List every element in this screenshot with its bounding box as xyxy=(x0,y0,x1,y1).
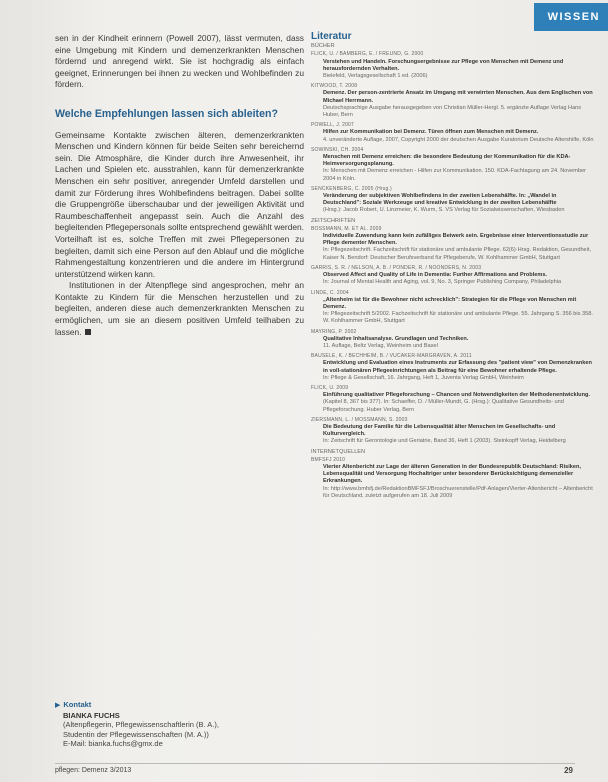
ref-author: BMFSFJ 2010 xyxy=(311,456,346,463)
ref-publisher: (Hrsg.): Jacob Robert, U. Linzmeier, K. Wurm, S. VS Verlag für Sozialwissenschaften, Wiesbaden xyxy=(323,207,565,214)
ref-publisher: (Kapitel 8, 367 bis 377). In: Schaeffer, D. / Müller-Mundt, G. (Hrsg.): Qualitative Gesundheits- und Pflegeforschung. Huber Verlag, Bern xyxy=(323,399,564,413)
ref-title: Qualitative Inhaltsanalyse. Grundlagen und Techniken. xyxy=(323,335,469,342)
ref-author: GARRIS, S. R. / NELSON, A. B. / PONDER, R. / NOONDERS, N. 2003 xyxy=(311,264,482,271)
reference-item xyxy=(311,226,594,262)
page-footer xyxy=(55,763,575,776)
intro-paragraph: sen in der Kindheit erinnern (Powell 2007), lässt vermuten, dass eine Umgebung mit Kindern und demenzerkrankten Menschen fördernd und anregend wirkt. Sie ist hochgradig als einfach geeignet, Erinnerungen bei ihnen zu wecken und Wohlbefinden zu fördern. xyxy=(55,33,304,90)
ref-title: Verstehen und Handeln. Forschungsergebnisse zur Pflege von Menschen mit Demenz und herausfordernden Verhalten. xyxy=(323,58,564,72)
reference-item xyxy=(311,290,594,326)
body-paragraph-1: Gemeinsame Kontakte zwischen älteren, demenzerkrankten Menschen und Kindern können für beide Seiten sehr bereichernd sein. Die Atmosphäre, die Kinder durch ihre Anwesenheit, ihr Lachen und Spielen etc. ausstrahlen, kann für demenzerkrankte Menschen ein sehr positiver, anregender Umfeld darstellen und damit zur Förderung ihres Wohlbefindens beitragen. Dabei sollte die Gruppengröße überschaubar und der jeweiligen Aktivität und Raumbeschaffenheit angepasst sein. Auch die Anzahl des begleitenden Pflegepersonals sollte entsprechend gewählt werden. Vorteilhaft ist es, solche Treffen mit zwei Pflegepersonen zu begleiten, damit sich eine Person auf den Ablauf und die mögliche Rahmengestaltung konzentrieren und die andere im Hintergrund unterstützend wirken kann. xyxy=(55,129,304,279)
section-tag: WISSEN xyxy=(534,3,608,31)
journal-name: pflegen: Demenz 3/2013 xyxy=(55,767,132,774)
journals-label: ZEITSCHRIFTEN xyxy=(311,217,356,224)
contact-role-1: (Altenpflegerin, Pflegewissenschaftlerin (B. A.), xyxy=(63,720,219,730)
ref-publisher: 11. Auflage, Beltz Verlag, Weinheim und Basel xyxy=(323,342,438,349)
ref-title: Demenz. Der person-zentrierte Ansatz im Umgang mit verwirrten Menschen. Aus dem Englischen von Michael Herrmann. xyxy=(323,90,593,104)
ref-author: BOSSMANN, M. ET AL. 2009 xyxy=(311,225,382,232)
ref-title: Einführung qualitativer Pflegeforschung – Chancen und Notwendigkeiten der Methodenentwicklung. xyxy=(323,392,590,399)
reference-item xyxy=(311,186,594,215)
ref-publisher: In: Pflegezeitschrift. Fachzeitschrift für stationäre und ambulante Pflege. 62(6)·Hrsg. Redaktion, Gesundheit, Kaiser N. Bendorf: Deutscher Berufsverband für Pflegeberufe, W. Kohlhammer GmbH, Stuttgart xyxy=(323,247,592,261)
ref-title: Entwicklung und Evaluation eines Instruments zur Erfassung des "patient view" von Demenzkranken in voll-stationären Pflegeeinrichtungen als Beitrag für eine Bewohner erhaltende Pflege. xyxy=(323,360,592,374)
reference-item xyxy=(311,147,594,183)
contact-email[interactable]: E-Mail: bianka.fuchs@gmx.de xyxy=(63,739,163,749)
ref-author: POWELL, J. 2007 xyxy=(311,122,355,129)
books-label: BÜCHER xyxy=(311,43,335,50)
ref-author: SOWINSKI, CH. 2004 xyxy=(311,146,364,153)
ref-author: SENCKENBERG, C. 2005 (Hrsg.) xyxy=(311,185,392,192)
ref-author: FLICK, U. / BAMBERG, E. / FREUND, G. 2000 xyxy=(311,51,424,58)
ref-title: Individuelle Zuwendung kann kein zufälliges Beiwerk sein. Ergebnisse einer Interventionsstudie zur Pflege dementer Menschen. xyxy=(323,233,589,247)
contact-label: Kontakt xyxy=(63,700,92,709)
ref-title: „Altenheim ist für die Bewohner nicht schrecklich": Strategien für die Pflege von Menschen mit Demenz. xyxy=(323,296,577,310)
ref-author: ZIERSMANN, L. / MOSSMANN, S. 2003 xyxy=(311,416,408,423)
ref-author: MAYRING, P. 2002 xyxy=(311,328,357,335)
ref-publisher: In: Pflege & Gesellschaft, 16. Jahrgang, Heft 1, Juventa Verlag GmbH, Weinheim xyxy=(323,374,524,381)
ref-title: Hilfen zur Kommunikation bei Demenz. Türen öffnen zum Menschen mit Demenz. xyxy=(323,129,539,136)
end-mark-icon xyxy=(85,329,91,335)
ref-author: LINDE, C. 2004 xyxy=(311,289,349,296)
reference-item xyxy=(311,51,594,80)
reference-item xyxy=(311,417,594,446)
reference-item xyxy=(311,329,594,351)
ref-author: KITWOOD, T. 2008 xyxy=(311,83,358,90)
internet-label: INTERNETQUELLEN xyxy=(311,448,366,455)
article-column xyxy=(55,33,304,338)
section-heading: Welche Empfehlungen lassen sich ableiten? xyxy=(55,107,278,120)
contact-role-2: Studentin der Pflegewissenschaften (M. A.)) xyxy=(63,729,209,739)
ref-title: Die Bedeutung der Familie für die Lebensqualität älter Menschen im Gesellschafts- und Kulturvergleich. xyxy=(323,423,556,438)
ref-author: BAUSELE, K. / BECHHEIM, B. / VUCAKER-MARGRAVEN, A. 2011 xyxy=(311,353,472,360)
reference-item xyxy=(311,457,594,500)
reference-item xyxy=(311,353,594,382)
ref-publisher: In: Journal of Mental Health and Aging, vol. 9, No. 3, Springer Publishing Company, Philadelphia xyxy=(323,279,562,286)
reference-item xyxy=(311,385,594,414)
body-paragraph-2-text: Institutionen in der Altenpflege sind angesprochen, mehr an Kontakte zu Kindern für die Menschen herzustellen und zu begleiten, anderen diese auch demenzerkrankten Menschen zu ermöglichen, um sie an diesem positiven Umfeld teilhaben zu lassen. xyxy=(55,280,304,337)
ref-publisher: 4. unveränderte Auflage, 2007, Copyright 2000 der deutschen Ausgabe Kuratorium Deutsche Altershilfe, Köln xyxy=(323,136,594,143)
arrow-right-icon: ▶ xyxy=(55,702,61,709)
reference-item xyxy=(311,83,594,119)
page-number: 29 xyxy=(564,766,573,775)
ref-title: Observed Affect and Quality of Life in Dementia: Further Affirmations and Problems. xyxy=(323,272,547,279)
ref-author: FLICK, U. 2009 xyxy=(311,384,349,391)
ref-publisher: Bielefeld, Verlagsgesellschaft 1 ed. (2006) xyxy=(323,73,428,80)
ref-publisher: In: Menschen mit Demenz erreichen - Hilfen zur Kommunikation. 150. KDA-Fachtagung am 24. November 2004 in Köln. xyxy=(323,168,587,182)
ref-title: Veränderung der subjektiven Wohlbefindens in der zweiten Lebenshälfte. In: „Wandel in Deutschland": Soziale Werkzeuge und kreative Entwicklung in der zweiten Lebenshälfte xyxy=(323,193,557,207)
contact-header xyxy=(55,700,305,711)
references-column xyxy=(311,33,594,503)
references-heading: Literatur xyxy=(311,31,352,42)
body-paragraph-2 xyxy=(55,280,304,338)
ref-publisher: In: Zeitschrift für Gerontologie und Geriatrie, Band 36, Heft 1 (2003). Steinkopff Verlag, Heidelberg xyxy=(323,438,566,445)
reference-item xyxy=(311,122,594,144)
contact-box xyxy=(55,700,305,749)
ref-publisher: Deutschsprachige Ausgabe herausgegeben von Christian Müller-Hergl. 5. ergänzte Auflage Verlag Hans Huber, Bern xyxy=(323,104,582,119)
reference-item xyxy=(311,265,594,287)
contact-name: BIANKA FUCHS xyxy=(63,710,120,720)
ref-title: Menschen mit Demenz erreichen: die besondere Bedeutung der Kommunikation für die KDA-Heimversorgungsplanung. xyxy=(323,154,571,168)
ref-title: Vierter Altenbericht zur Lage der älteren Generation in der Bundesrepublik Deutschland: Risiken, Lebensqualität und Versorgung Hochaltriger unter besonderer Berücksichtigung demenzieller Erkrankungen. xyxy=(323,463,581,485)
ref-url[interactable]: In: http://www.bmfsfj.de/RedaktionBMFSFJ/Broschuerenstelle/Pdf-Anlagen/Vierter-Altenbericht – Altenbericht für Deutschland, zuletzt aufgerufen am 18. Juli 2009 xyxy=(323,485,593,499)
ref-publisher: In: Pflegezeitschrift 5/2002. Fachzeitschrift für stationäre und ambulante Pflege. 55. Jahrgang S. 356 bis 358. W. Kohlhammer GmbH, Stuttgart xyxy=(323,311,593,325)
